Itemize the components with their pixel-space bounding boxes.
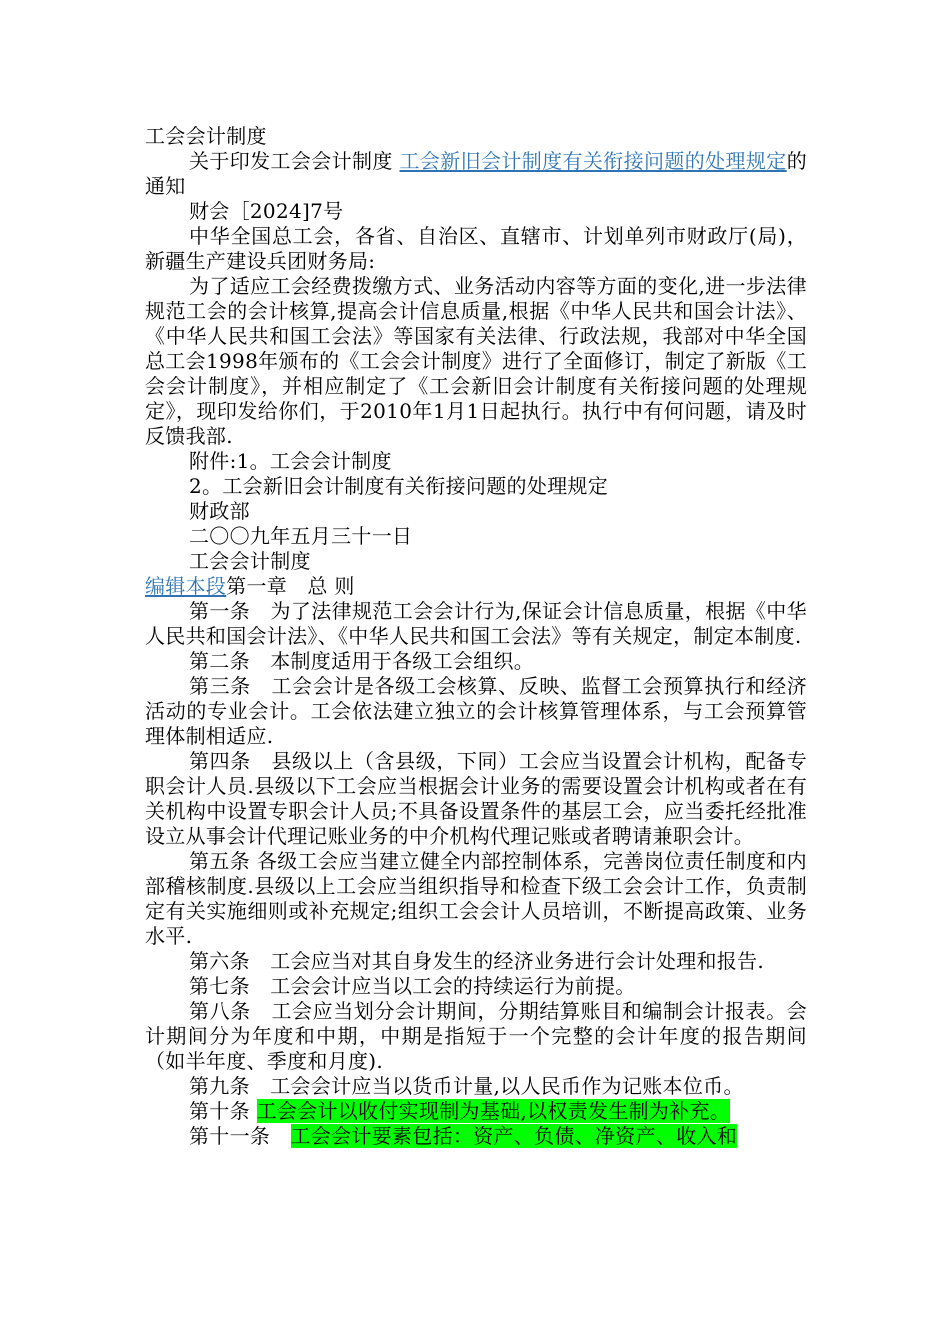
article-11-highlighted-text: 工会会计要素包括：资产、负债、净资产、收入和: [290, 1124, 738, 1148]
issuer: 财政部: [189, 499, 250, 523]
attachment-2: 2。工会新旧会计制度有关衔接问题的处理规定: [189, 474, 609, 498]
article-2: 第二条 本制度适用于各级工会组织。: [189, 649, 535, 673]
notice-title-suffix: 的通知: [145, 149, 807, 198]
article-3: 第三条 工会会计是各级工会核算、反映、监督工会预算执行和经济活动的专业会计。工会依法建立独立的会计核算管理体系，与工会预算管理体制相适应.: [145, 674, 807, 748]
document-title: 工会会计制度: [145, 124, 267, 148]
article-10-label: 第十条: [189, 1099, 257, 1123]
document-page: [145, 124, 807, 1149]
article-1: 第一条 为了法律规范工会会计行为,保证会计信息质量，根据《中华人民共和国会计法》、《中华人民共和国工会法》等有关规定，制定本制度.: [145, 599, 807, 648]
edit-section-link[interactable]: 编辑本段: [145, 574, 227, 598]
article-10-highlighted-text: 工会会计以收付实现制为基础,以权责发生制为补充。: [256, 1099, 731, 1123]
article-7: 第七条 工会会计应当以工会的持续运行为前提。: [189, 974, 636, 998]
article-5: 第五条 各级工会应当建立健全内部控制体系，完善岗位责任制度和内部稽核制度.县级以上工会应当组织指导和检查下级工会会计工作，负责制定有关实施细则或补充规定;组织工会会计人员培训，不断提高政策、业务水平.: [145, 849, 807, 948]
notice-title-link[interactable]: 工会新旧会计制度有关衔接问题的处理规定: [399, 149, 787, 173]
article-11-label: 第十一条: [189, 1124, 291, 1148]
article-8: 第八条 工会应当划分会计期间，分期结算账目和编制会计报表。会计期间分为年度和中期，中期是指短于一个完整的会计年度的报告期间（如半年度、季度和月度).: [145, 999, 807, 1073]
notice-title: [145, 149, 807, 199]
article-11: [145, 1124, 807, 1149]
attachment-1: 附件:1。工会会计制度: [189, 449, 392, 473]
article-10: [145, 1099, 807, 1124]
article-6: 第六条 工会应当对其自身发生的经济业务进行会计处理和报告.: [189, 949, 765, 973]
article-9: 第九条 工会会计应当以货币计量,以人民币作为记账本位币。: [189, 1074, 744, 1098]
chapter-heading: [145, 574, 807, 599]
chapter-title: 第一章 总 则: [226, 574, 355, 598]
article-4: 第四条 县级以上（含县级，下同）工会应当设置会计机构，配备专职会计人员.县级以下工会应当根据会计业务的需要设置会计机构或者在有关机构中设置专职会计人员;不具备设置条件的基层工会，应当委托经批准设立从事会计代理记账业务的中介机构代理记账或者聘请兼职会计。: [145, 749, 807, 848]
document-number: 财会［2024]7号: [189, 199, 344, 223]
regulation-subtitle: 工会会计制度: [189, 549, 311, 573]
recipients: 中华全国总工会，各省、自治区、直辖市、计划单列市财政厅(局)，新疆生产建设兵团财务局:: [145, 224, 807, 273]
intro-paragraph: 为了适应工会经费拨缴方式、业务活动内容等方面的变化,进一步法律规范工会的会计核算,提高会计信息质量,根据《中华人民共和国会计法》、《中华人民共和国工会法》等国家有关法律、行政法规，我部对中华全国总工会1998年颁布的《工会会计制度》进行了全面修订，制定了新版《工会会计制度》，并相应制定了《工会新旧会计制度有关衔接问题的处理规定》，现印发给你们，于2010年1月1日起执行。执行中有何问题，请及时反馈我部.: [145, 274, 807, 448]
notice-title-prefix: 关于印发工会会计制度: [189, 149, 400, 173]
issue-date: 二〇〇九年五月三十一日: [189, 524, 413, 548]
